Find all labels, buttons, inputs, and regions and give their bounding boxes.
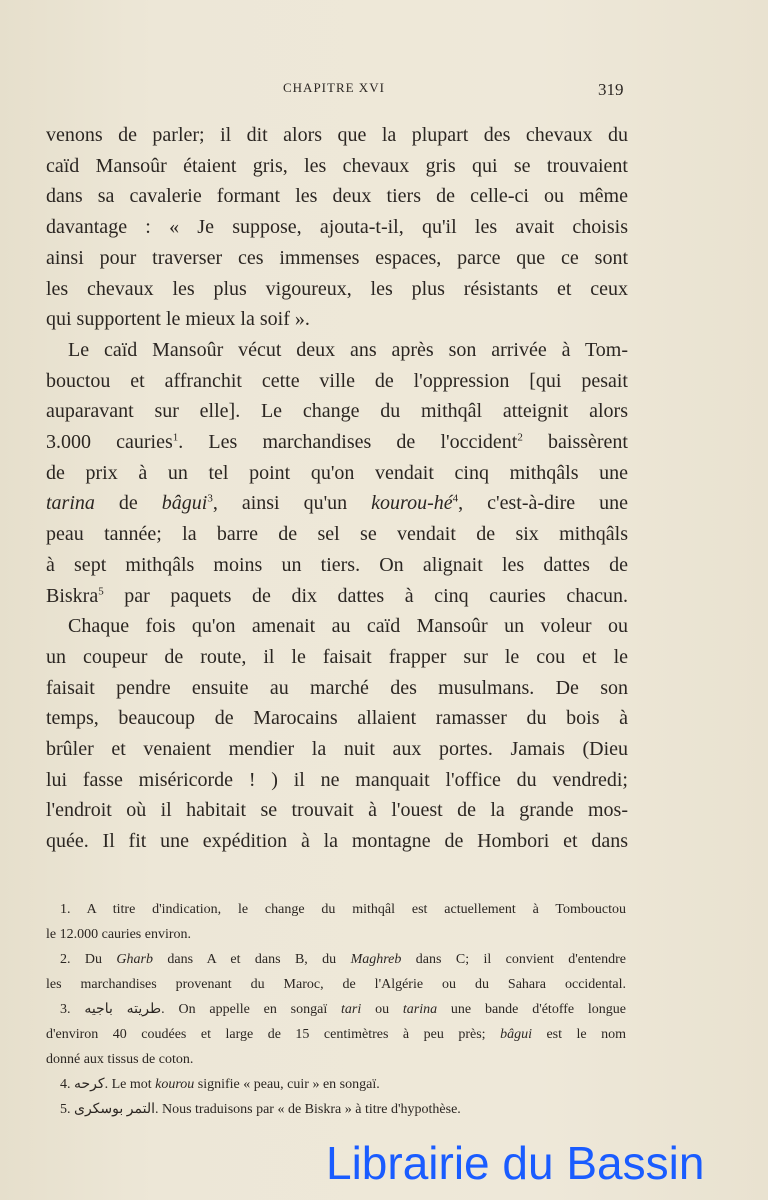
- text-run: ainsi pour traverser ces immenses espaces, parce que ce sont: [46, 246, 628, 269]
- text-run: le 12.000 cauries environ.: [46, 927, 192, 942]
- body-line: [46, 122, 628, 148]
- footnote-line: [46, 900, 626, 920]
- page-number: 319: [598, 80, 624, 99]
- text-run: auparavant sur elle]. Le change du mithqâl atteignit alors: [46, 400, 628, 423]
- text-run: peau tannée; la barre de sel se vendait de six mithqâls: [46, 523, 628, 546]
- body-line: [46, 767, 628, 793]
- text-run: dans C; il convient d'entendre: [401, 952, 626, 967]
- text-run: brûler et venaient mendier la nuit aux portes. Jamais (Dieu: [46, 738, 628, 760]
- text-run: de prix à un tel point qu'on vendait cinq mithqâls une: [46, 461, 628, 484]
- text-run: tarina: [402, 1002, 438, 1017]
- text-run: signifie « peau, cuir » en songaï.: [194, 1077, 380, 1092]
- body-line: [46, 675, 628, 701]
- body-line: [46, 583, 628, 609]
- body-line: [46, 552, 628, 578]
- body-line: [46, 214, 628, 240]
- body-line: [46, 337, 628, 363]
- text-run: kourou-hé: [371, 492, 453, 515]
- footnote-line: [46, 975, 626, 995]
- text-run: dans A et dans B, du: [152, 952, 351, 967]
- text-run: venons de parler; il dit alors que la plupart des chevaux du: [46, 124, 628, 146]
- text-run: 4. كرحه. Le mot: [60, 1077, 156, 1092]
- footnote-line: [46, 1075, 626, 1095]
- text-run: , c'est-à-dire une: [458, 492, 628, 515]
- footnote-line: [46, 950, 626, 970]
- footnote-line: [46, 1025, 626, 1045]
- body-line: [46, 153, 628, 179]
- text-run: un coupeur de route, il le faisait frapper sur le cou et le: [46, 645, 628, 668]
- body-line: [46, 368, 628, 394]
- text-run: . Les marchandises de l'occident: [178, 431, 518, 453]
- text-run: de: [94, 492, 162, 515]
- text-run: caïd Mansoûr étaient gris, les chevaux gris qui se trouvaient: [46, 154, 628, 177]
- footnote-ref: 3: [207, 492, 213, 505]
- text-run: donné aux tissus de coton.: [46, 1052, 194, 1067]
- footnote-ref: 4: [452, 492, 459, 505]
- text-run: Biskra: [46, 584, 99, 607]
- body-line: [46, 613, 628, 639]
- body-line: [46, 183, 628, 209]
- body-line: [46, 429, 628, 455]
- body-line: [46, 736, 628, 762]
- text-run: d'environ 40 coudées et large de 15 centimètres à peu près;: [46, 1027, 501, 1042]
- watermark: Librairie du Bassin: [326, 1137, 705, 1189]
- text-run: lui fasse miséricorde ! ) il ne manquait l'office du vendredi;: [46, 768, 628, 791]
- text-run: davantage : « Je suppose, ajouta-t-il, qu'il les avait choisis: [46, 216, 628, 239]
- text-run: faisait pendre ensuite au marché des musulmans. De son: [46, 676, 628, 699]
- footnote-ref: 1: [172, 431, 179, 444]
- text-run: Gharb: [116, 952, 153, 967]
- text-run: est le nom: [531, 1027, 627, 1042]
- body-line: [46, 276, 628, 302]
- text-run: les chevaux les plus vigoureux, les plus résistants et ceux: [46, 277, 628, 300]
- body-line: [46, 398, 628, 424]
- text-run: 3. طريته باجيه. On appelle en songaï: [60, 1002, 342, 1017]
- footnote-ref: 5: [98, 584, 104, 597]
- footnote-ref: 2: [517, 431, 523, 444]
- text-run: Maghreb: [350, 952, 402, 967]
- body-line: [46, 705, 628, 731]
- text-run: tarina: [46, 492, 95, 515]
- footnote-line: [46, 1100, 626, 1120]
- text-run: kourou: [155, 1077, 195, 1092]
- text-run: 1. A titre d'indication, le change du mithqâl est actuellement à Tombouctou: [60, 902, 626, 917]
- text-run: tari: [341, 1002, 362, 1017]
- body-line: [46, 460, 628, 486]
- text-run: 3.000 cauries: [46, 431, 173, 453]
- body-line: [46, 644, 628, 670]
- text-run: l'endroit où il habitait se trouvait à l'ouest de la grande mos-: [46, 799, 628, 822]
- running-header-chapter: CHAPITRE XVI: [283, 80, 385, 95]
- text-run: temps, beaucoup de Marocains allaient ramasser du bois à: [46, 707, 628, 730]
- body-line: [46, 245, 628, 271]
- text-run: Chaque fois qu'on amenait au caïd Mansoûr un voleur ou: [68, 615, 628, 638]
- text-run: 5. التمر بوسكرى. Nous traduisons par « de Biskra » à titre d'hypothèse.: [60, 1102, 461, 1117]
- text-run: ou: [361, 1002, 403, 1017]
- text-run: bâgui: [161, 492, 208, 515]
- text-run: dans sa cavalerie formant les deux tiers de celle-ci ou même: [46, 185, 628, 208]
- text-run: bâgui: [500, 1027, 532, 1042]
- footnote-line: [46, 925, 626, 945]
- footnote-line: [46, 1000, 626, 1020]
- body-line: [46, 306, 628, 332]
- text-run: les marchandises provenant du Maroc, de l'Algérie ou du Sahara occidental.: [46, 977, 626, 992]
- text-run: bouctou et affranchit cette ville de l'oppression [qui pesait: [46, 369, 628, 392]
- text-run: quée. Il fit une expédition à la montagne de Hombori et dans: [46, 830, 628, 853]
- body-line: [46, 797, 628, 823]
- text-run: à sept mithqâls moins un tiers. On alignait les dattes de: [46, 553, 628, 576]
- body-line: [46, 828, 628, 854]
- text-run: Le caïd Mansoûr vécut deux ans après son arrivée à Tom-: [68, 338, 628, 361]
- text-run: , ainsi qu'un: [212, 492, 372, 515]
- text-run: 2. Du: [60, 952, 117, 967]
- body-line: [46, 521, 628, 547]
- text-run: par paquets de dix dattes à cinq cauries chacun.: [103, 584, 628, 607]
- text-run: baissèrent: [522, 431, 628, 453]
- text-run: qui supportent le mieux la soif ».: [46, 308, 310, 331]
- footnote-line: [46, 1050, 626, 1070]
- body-line: [46, 490, 628, 516]
- text-run: une bande d'étoffe longue: [437, 1002, 627, 1017]
